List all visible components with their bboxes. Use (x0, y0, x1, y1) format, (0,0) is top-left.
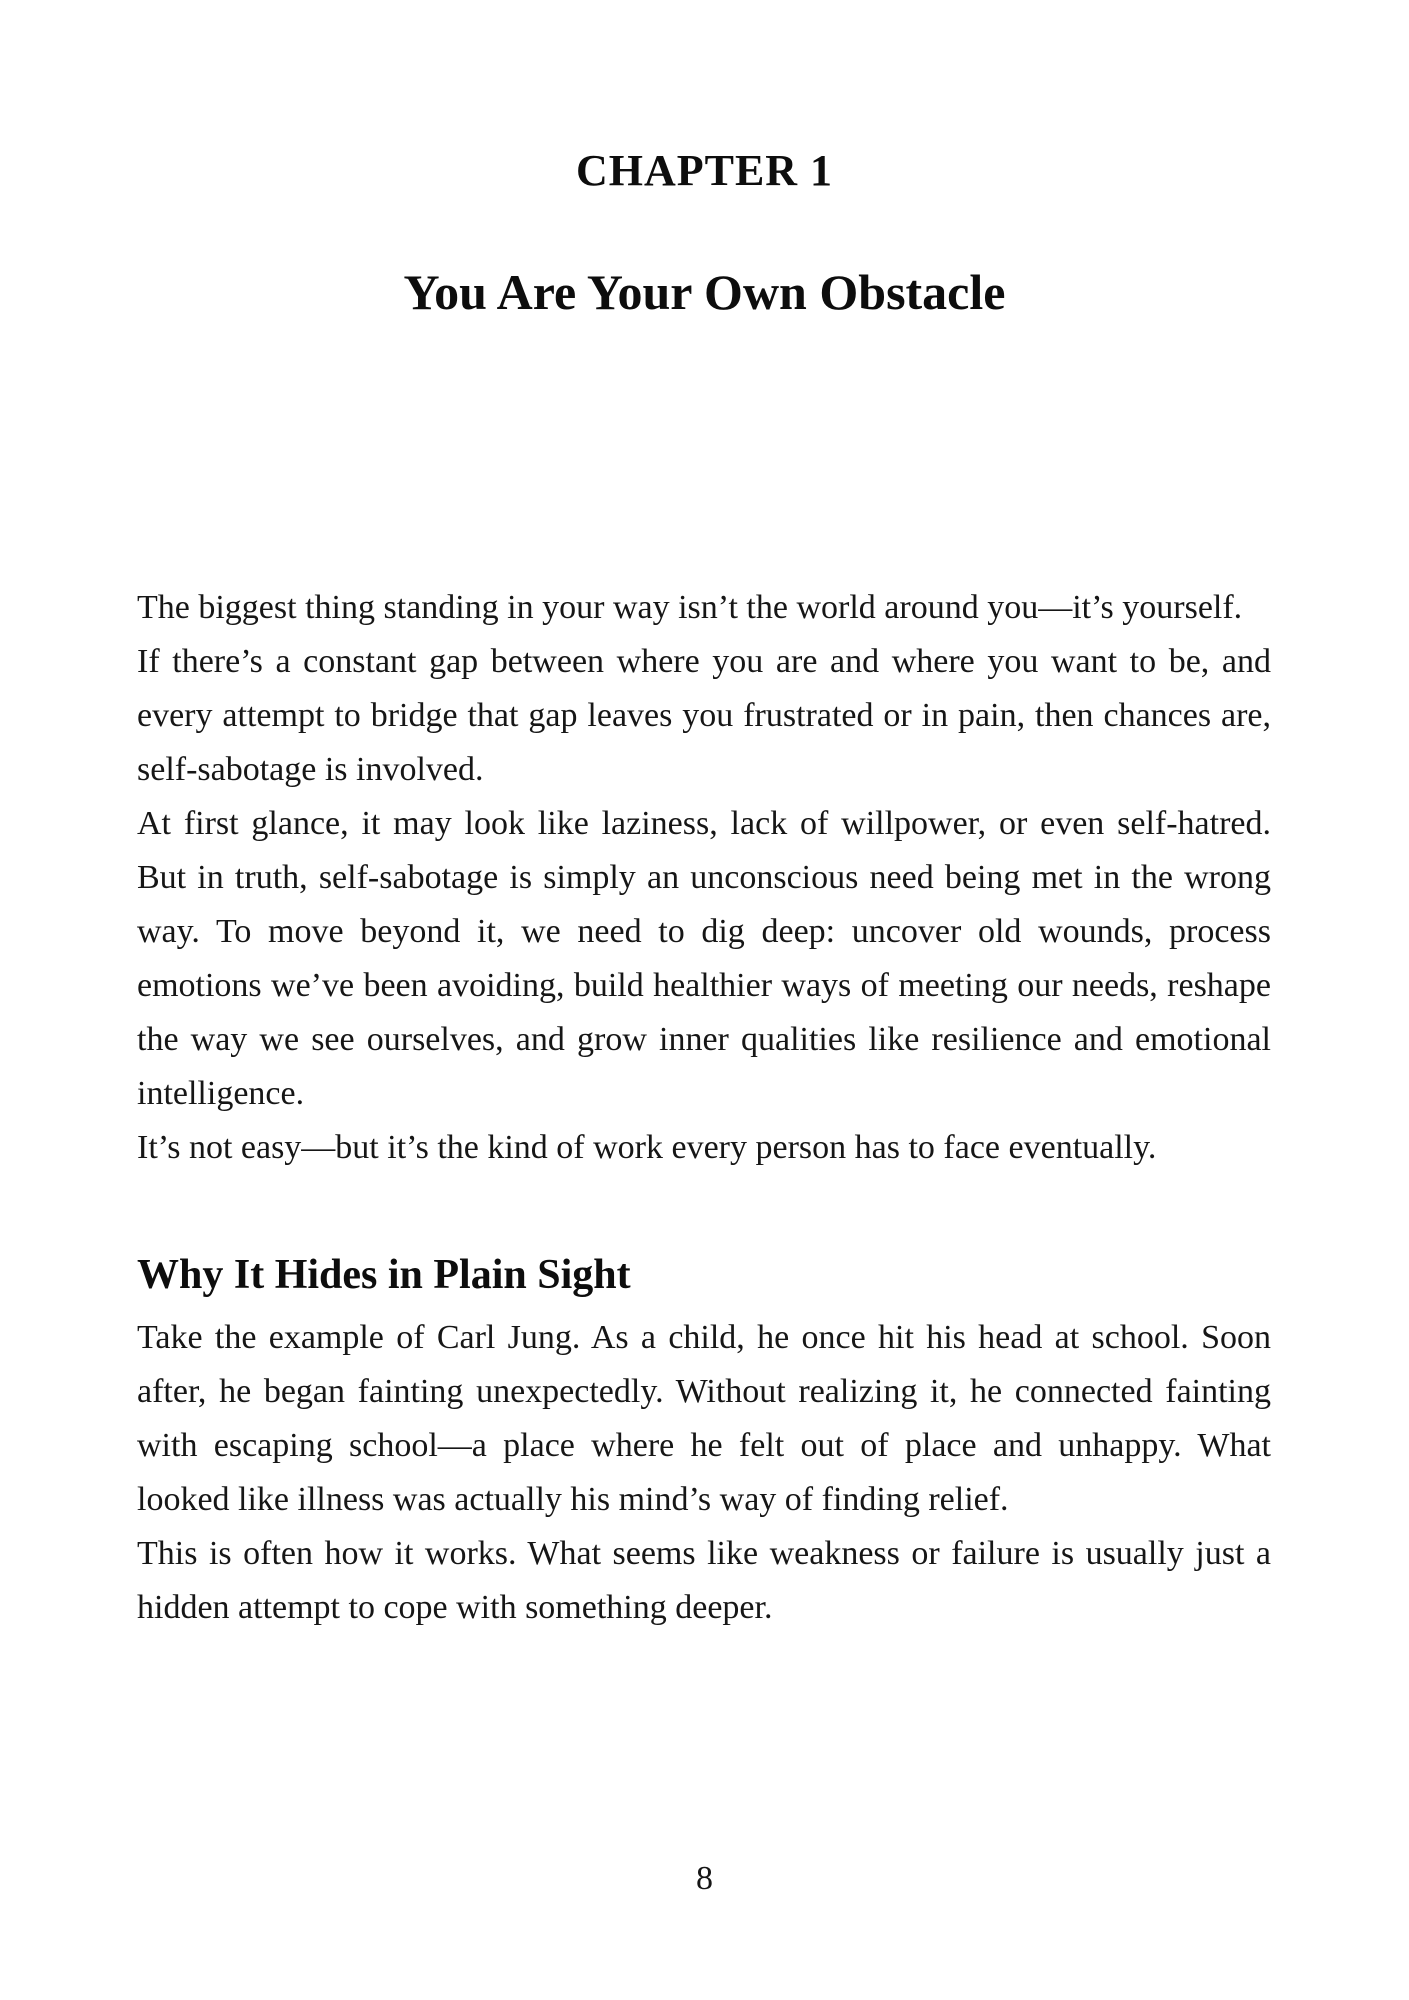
paragraph-section-2: This is often how it works. What seems like weakness or failure is usually just a hidden attempt to cope with something deeper. (137, 1535, 1271, 1626)
chapter-title: You Are Your Own Obstacle (403, 264, 1006, 320)
chapter-header (0, 0, 1409, 320)
paragraph-section-1: Take the example of Carl Jung. As a child, he once hit his head at school. Soon after, he began fainting unexpectedly. Without realizing it, he connected fainting with escaping school—a place where he felt out of place and unhappy. What looked like illness was actually his mind’s way of finding relief. (137, 1319, 1271, 1518)
paragraph-intro-2: If there’s a constant gap between where you are and where you want to be, and every attempt to bridge that gap leaves you frustrated or in pain, then chances are, self-sabotage is involved. (137, 643, 1271, 788)
paragraph-intro-4: It’s not easy—but it’s the kind of work every person has to face eventually. (137, 1129, 1157, 1166)
section-heading: Why It Hides in Plain Sight (137, 1252, 631, 1298)
chapter-label: CHAPTER 1 (575, 146, 834, 195)
page-body (137, 581, 1271, 1635)
paragraph-intro-1: The biggest thing standing in your way isn’t the world around you—it’s yourself. (137, 589, 1243, 626)
paragraph-intro-3: At first glance, it may look like laziness, lack of willpower, or even self-hatred. But in truth, self-sabotage is simply an unconscious need being met in the wrong way. To move beyond it, we need to dig deep: uncover old wounds, process emotions we’ve been avoiding, build healthier ways of meeting our needs, reshape the way we see ourselves, and grow inner qualities like resilience and emotional intelligence. (137, 805, 1271, 1112)
page-number: 8 (696, 1860, 713, 1897)
